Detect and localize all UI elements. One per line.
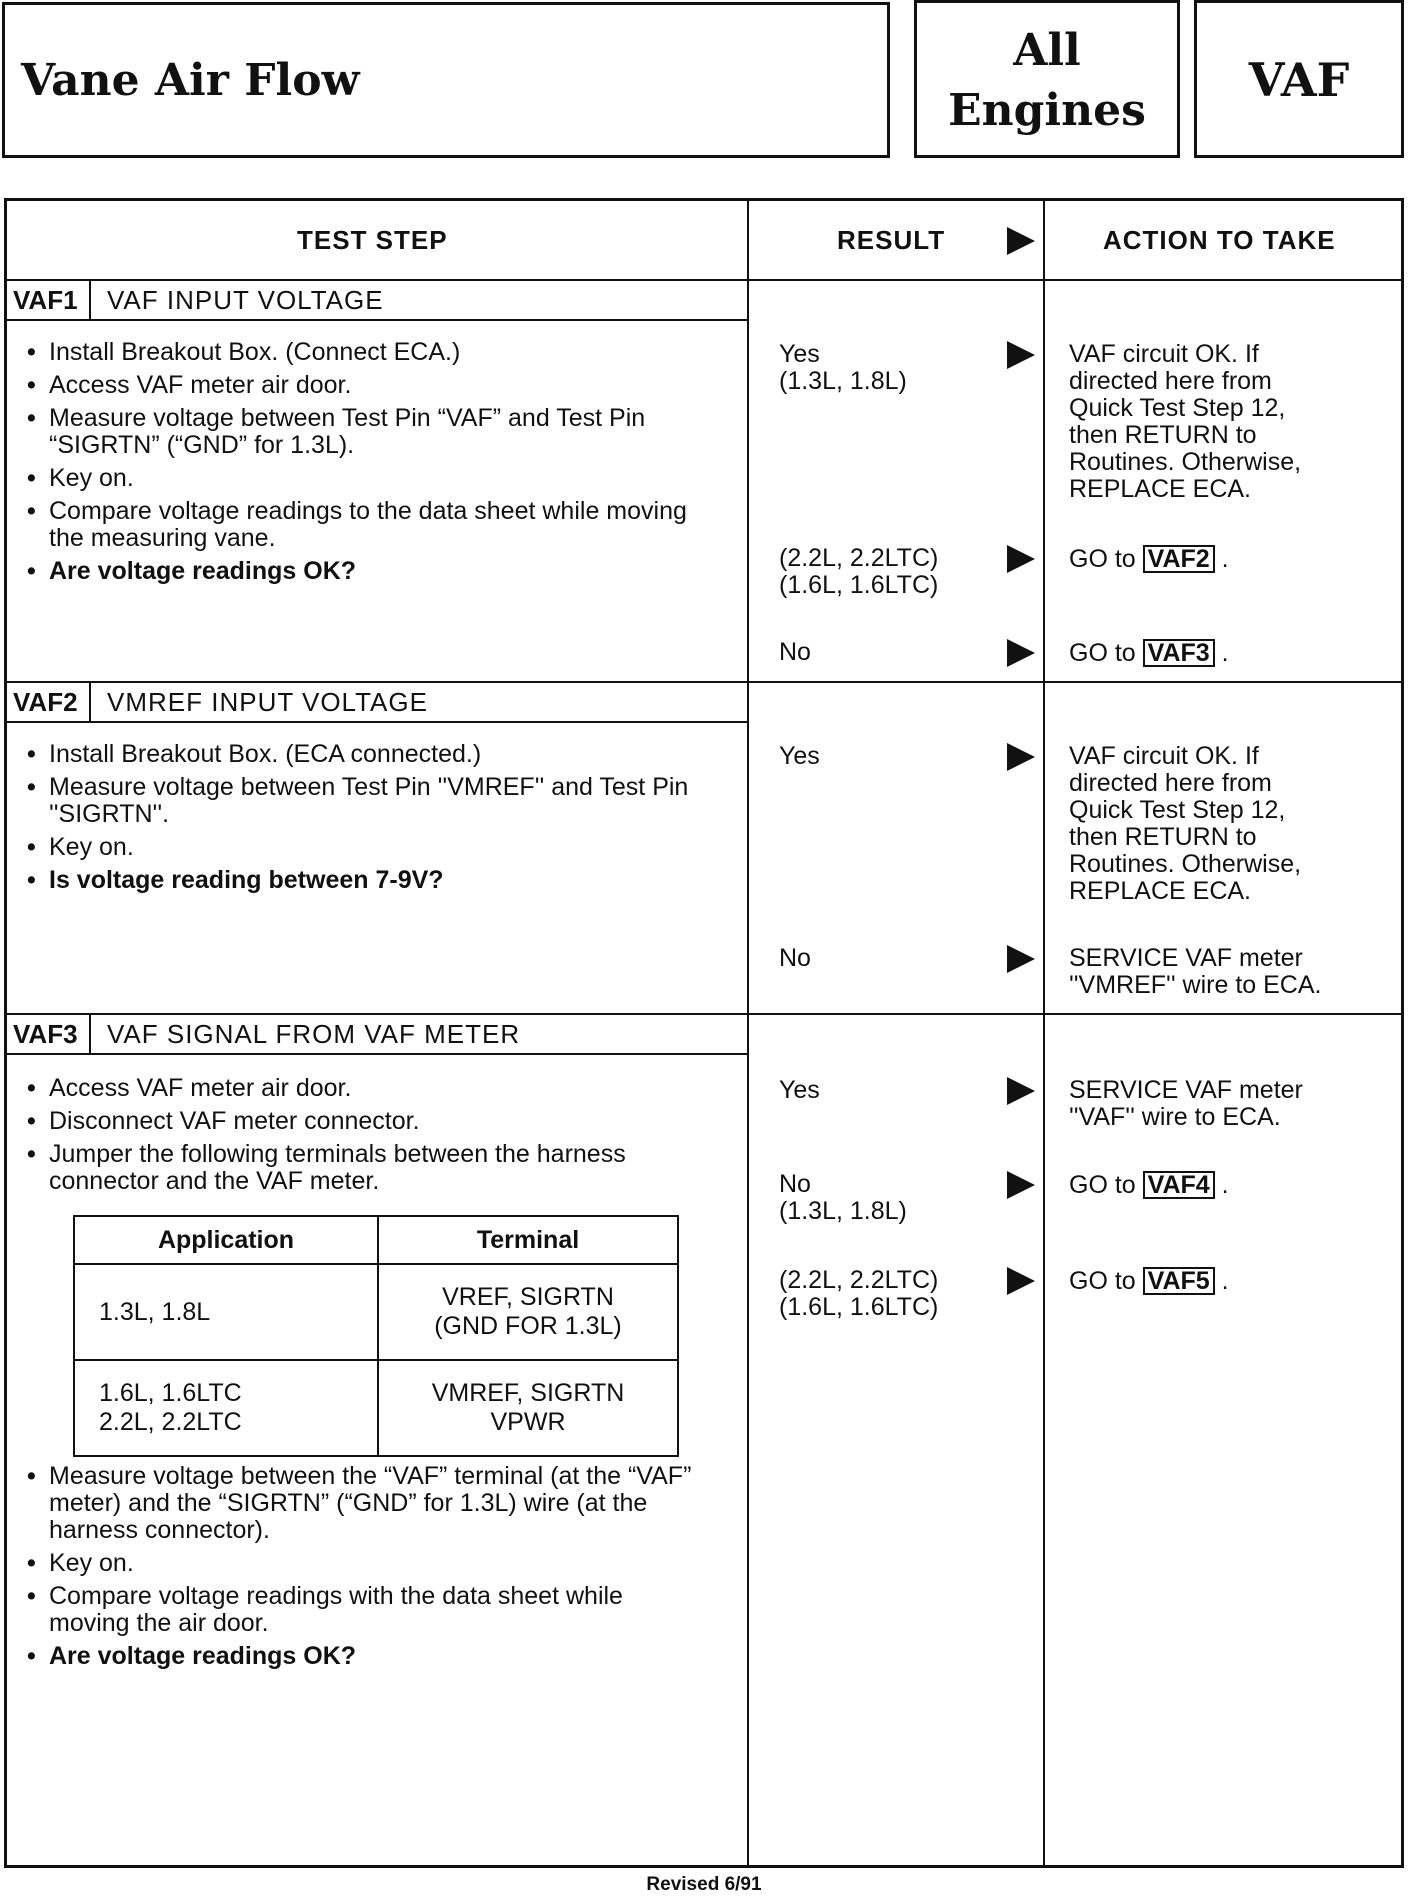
arrow-icon bbox=[1007, 1267, 1035, 1295]
go-to-text: GO to bbox=[1069, 545, 1136, 573]
test-table bbox=[4, 198, 1404, 1868]
revision-footer: Revised 6/91 bbox=[646, 1874, 762, 1895]
action-text: GO to VAF5 . bbox=[1069, 1267, 1229, 1295]
col-divider-2 bbox=[1043, 201, 1045, 1865]
vaf3-steps-a bbox=[9, 1075, 709, 1201]
col-head-action: ACTION TO TAKE bbox=[1103, 225, 1336, 255]
result-text: Yes bbox=[779, 1076, 820, 1104]
table-row bbox=[74, 1264, 678, 1360]
col-head-result: RESULT bbox=[837, 225, 946, 255]
step-name: VAF SIGNAL FROM VAF METER bbox=[107, 1019, 521, 1049]
list-item: • Key on. bbox=[9, 1550, 709, 1577]
table-header: Terminal bbox=[378, 1216, 678, 1264]
step-rule bbox=[7, 319, 747, 321]
action-text: VAF circuit OK. If directed here from Quick Test Step 12, then RETURN to Routines. Otherwise, REPLACE ECA. bbox=[1069, 742, 1302, 905]
cell-line: 1.6L, 1.6LTC bbox=[99, 1379, 242, 1407]
page-title: Vane Air Flow bbox=[21, 55, 360, 106]
step-id: VAF1 bbox=[13, 285, 78, 315]
table-cell: 1.3L, 1.8L bbox=[74, 1264, 378, 1360]
list-item: • Access VAF meter air door. bbox=[9, 1075, 709, 1102]
page-code: VAF bbox=[1248, 53, 1350, 107]
action-text: GO to VAF2 . bbox=[1069, 545, 1229, 573]
list-item: • Compare voltage readings with the data sheet while moving the air door. bbox=[9, 1583, 709, 1637]
step-ref: VAF4 bbox=[1143, 1171, 1215, 1199]
table-header: Application bbox=[74, 1216, 378, 1264]
step-ref: VAF2 bbox=[1143, 545, 1215, 573]
list-item: • Measure voltage between Test Pin “VAF” and Test Pin “SIGRTN” (“GND” for 1.3L). bbox=[9, 405, 709, 459]
arrow-icon bbox=[1007, 227, 1035, 255]
engines-line1: All bbox=[1013, 25, 1081, 76]
engines-box bbox=[914, 0, 1180, 158]
result-text: (2.2L, 2.2LTC) (1.6L, 1.6LTC) bbox=[779, 1266, 939, 1321]
result-text: No bbox=[779, 638, 811, 666]
arrow-icon bbox=[1007, 1077, 1035, 1105]
list-item: • Compare voltage readings to the data sheet while moving the measuring vane. bbox=[9, 498, 709, 552]
table-cell bbox=[378, 1264, 678, 1360]
col-divider-1 bbox=[747, 201, 749, 1865]
go-to-text: GO to bbox=[1069, 639, 1136, 667]
action-text: SERVICE VAF meter ''VAF'' wire to ECA. bbox=[1069, 1076, 1303, 1131]
arrow-icon bbox=[1007, 945, 1035, 973]
step-ref: VAF3 bbox=[1143, 639, 1215, 667]
step-id: VAF2 bbox=[13, 687, 78, 717]
result-text: No (1.3L, 1.8L) bbox=[779, 1170, 907, 1225]
action-text: GO to VAF4 . bbox=[1069, 1171, 1229, 1199]
vaf3-steps-b bbox=[9, 1463, 709, 1676]
step-name: VAF INPUT VOLTAGE bbox=[107, 285, 384, 315]
vaf1-steps bbox=[9, 339, 709, 591]
arrow-icon bbox=[1007, 545, 1035, 573]
header-rule bbox=[7, 279, 1403, 281]
list-item: • Access VAF meter air door. bbox=[9, 372, 709, 399]
result-text: Yes bbox=[779, 742, 820, 770]
list-item: • Measure voltage between Test Pin ''VMREF'' and Test Pin ''SIGRTN''. bbox=[9, 774, 709, 828]
action-text: GO to VAF3 . bbox=[1069, 639, 1229, 667]
arrow-icon bbox=[1007, 639, 1035, 667]
cell-line: 2.2L, 2.2LTC bbox=[99, 1408, 242, 1436]
table-row bbox=[74, 1360, 678, 1456]
step-id: VAF3 bbox=[13, 1019, 78, 1049]
action-text: VAF circuit OK. If directed here from Quick Test Step 12, then RETURN to Routines. Otherwise, REPLACE ECA. bbox=[1069, 340, 1302, 503]
engines-line2: Engines bbox=[948, 85, 1146, 136]
table-cell bbox=[378, 1360, 678, 1456]
code-box bbox=[1194, 0, 1404, 158]
step-rule bbox=[7, 721, 747, 723]
step-name: VMREF INPUT VOLTAGE bbox=[107, 687, 428, 717]
arrow-icon bbox=[1007, 341, 1035, 369]
list-item: • Are voltage readings OK? bbox=[9, 1643, 709, 1670]
arrow-icon bbox=[1007, 743, 1035, 771]
result-text: Yes (1.3L, 1.8L) bbox=[779, 340, 907, 395]
result-text: (2.2L, 2.2LTC) (1.6L, 1.6LTC) bbox=[779, 544, 939, 599]
table-cell bbox=[74, 1360, 378, 1456]
list-item: • Install Breakout Box. (Connect ECA.) bbox=[9, 339, 709, 366]
go-to-text: GO to bbox=[1069, 1267, 1136, 1295]
vaf2-steps bbox=[9, 741, 709, 900]
col-head-test-step: TEST STEP bbox=[297, 225, 448, 255]
application-table bbox=[73, 1215, 679, 1457]
list-item: • Key on. bbox=[9, 834, 709, 861]
title-box bbox=[2, 2, 890, 158]
cell-line: VMREF, SIGRTN bbox=[431, 1379, 625, 1407]
cell-line: VREF, SIGRTN bbox=[442, 1283, 614, 1311]
list-item: • Is voltage reading between 7-9V? bbox=[9, 867, 709, 894]
list-item: • Disconnect VAF meter connector. bbox=[9, 1108, 709, 1135]
section-rule bbox=[7, 1013, 1403, 1015]
list-item: • Jumper the following terminals between the harness connector and the VAF meter. bbox=[9, 1141, 709, 1195]
list-item: • Are voltage readings OK? bbox=[9, 558, 709, 585]
list-item: • Key on. bbox=[9, 465, 709, 492]
arrow-icon bbox=[1007, 1171, 1035, 1199]
list-item: • Measure voltage between the “VAF” terminal (at the “VAF” meter) and the “SIGRTN” (“GND” for 1.3L) wire (at the harness connector). bbox=[9, 1463, 709, 1544]
section-rule bbox=[7, 681, 1403, 683]
action-text: SERVICE VAF meter ''VMREF'' wire to ECA. bbox=[1069, 944, 1322, 999]
go-to-text: GO to bbox=[1069, 1171, 1136, 1199]
cell-line: (GND FOR 1.3L) bbox=[434, 1312, 622, 1340]
step-rule bbox=[7, 1053, 747, 1055]
step-ref: VAF5 bbox=[1143, 1267, 1215, 1295]
result-text: No bbox=[779, 944, 811, 972]
cell-line: VPWR bbox=[490, 1408, 566, 1436]
list-item: • Install Breakout Box. (ECA connected.) bbox=[9, 741, 709, 768]
